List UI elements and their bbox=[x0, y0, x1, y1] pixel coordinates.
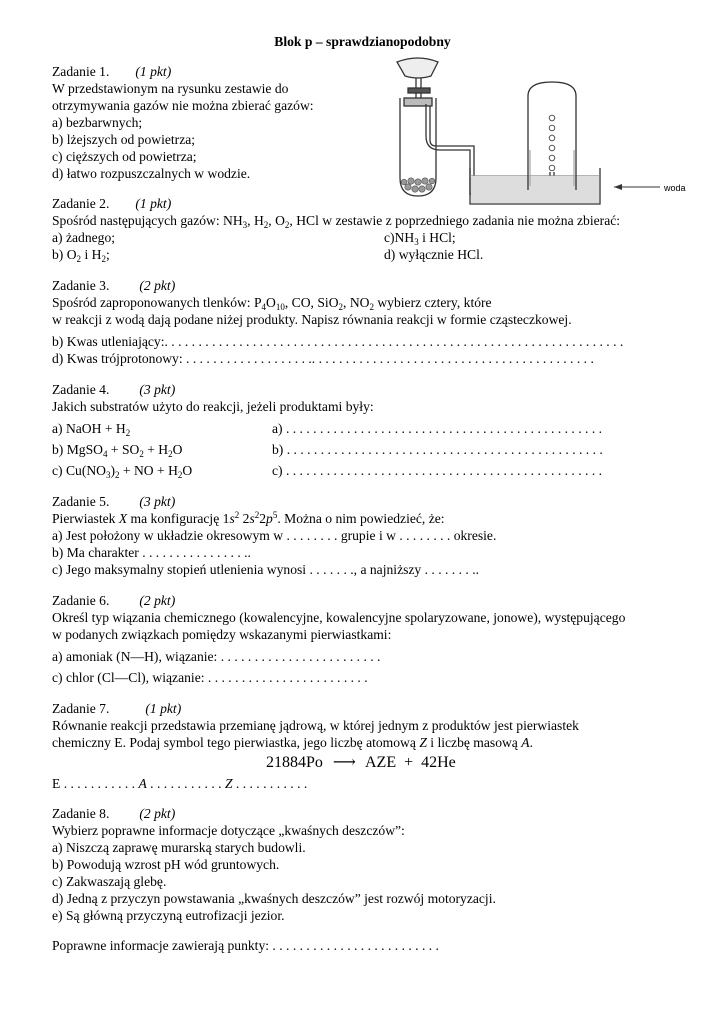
task-3-text: Spośród zaproponowanych tlenków: $P_4O_{10}$, CO, SiO$_2$, $NO_2$ wybierz cztery, które bbox=[52, 295, 492, 312]
task-3-text: w reakcji z wodą dają podane niżej produkty. Napisz równania reakcji w formie cząsteczkowej. bbox=[52, 312, 572, 327]
task-8-option-a: a) Niszczą zaprawę murarską starych budowli. bbox=[52, 840, 306, 855]
task-1-option-a: a) bezbarwnych; bbox=[52, 115, 143, 130]
task-7-heading: Zadanie 7. (1 pkt) bbox=[52, 701, 182, 716]
task-1-text: W przedstawionym na rysunku zestawie do bbox=[52, 81, 289, 96]
task-5-item-c[interactable]: c) Jego maksymalny stopień utlenienia wynosi . . . . . . ., a najniższy . . . . . . . .. bbox=[52, 562, 479, 577]
task-5-item-b[interactable]: b) Ma charakter . . . . . . . . . . . . . . . .. bbox=[52, 545, 251, 560]
task-6-text: w podanych związkach pomiędzy wskazanymi pierwiastkami: bbox=[52, 627, 392, 642]
task-3-answer-b[interactable]: b) Kwas utleniający:. . . . . . . . . . . . . . . . . . . . . . . . . . . . . . . . . . . . . . . . . . . . . . . . . . . . . . . . . . . . . . . . . . . . bbox=[52, 334, 624, 349]
task-2-heading: Zadanie 2. (1 pkt) bbox=[52, 196, 172, 211]
task-2-option-a: a) żadnego; bbox=[52, 230, 116, 245]
task-5-text: Pierwiastek X ma konfigurację $1s^2$ $2s^22p^5$. Można o nim powiedzieć, że: bbox=[52, 510, 445, 526]
task-3-answer-d[interactable]: d) Kwas trójprotonowy: . . . . . . . . . . . . . . . . . . .. . . . . . . . . . . . . . . . . . . . . . . . . . . . . . . . . . . . . . . . . . bbox=[52, 351, 594, 366]
task-8-heading: Zadanie 8. (2 pkt) bbox=[52, 806, 176, 821]
task-6-heading: Zadanie 6. (2 pkt) bbox=[52, 593, 176, 608]
water-label: woda bbox=[664, 183, 686, 193]
task-1-option-b: b) lżejszych od powietrza; bbox=[52, 132, 196, 147]
task-7-text: chemiczny E. Podaj symbol tego pierwiastka, jego liczbę atomową Z i liczbę masową A. bbox=[52, 735, 533, 750]
task-1-heading: Zadanie 1. (1 pkt) bbox=[52, 64, 172, 79]
task-2-option-d: d) wyłącznie HCl. bbox=[384, 247, 484, 262]
task-7-answer[interactable]: E . . . . . . . . . . . A . . . . . . . . . . . Z . . . . . . . . . . . bbox=[52, 776, 308, 791]
task-5-item-a[interactable]: a) Jest położony w układzie okresowym w . . . . . . . . grupie i w . . . . . . . . okresie. bbox=[52, 528, 497, 543]
task-6-text: Określ typ wiązania chemicznego (kowalencyjne, kowalencyjne spolaryzowane, jonowe), występującego bbox=[52, 610, 626, 625]
task-8-option-e: e) Są główną przyczyną eutrofizacji jezior. bbox=[52, 908, 285, 923]
task-4-answer-b[interactable]: b) . . . . . . . . . . . . . . . . . . . . . . . . . . . . . . . . . . . . . . . . . . . . . . . bbox=[272, 442, 603, 457]
task-8-option-d: d) Jedną z przyczyn powstawania „kwaśnych deszczów” jest rozwój motoryzacji. bbox=[52, 891, 496, 906]
task-7-text: Równanie reakcji przedstawia przemianę jądrową, w której jednym z produktów jest pierwiastek bbox=[52, 718, 579, 733]
task-1-option-c: c) cięższych od powietrza; bbox=[52, 149, 197, 164]
task-2-option-b: b) $O_2$ i $H_2$; bbox=[52, 247, 110, 264]
task-3-heading: Zadanie 3. (2 pkt) bbox=[52, 278, 176, 293]
task-8-question: Wybierz poprawne informacje dotyczące „kwaśnych deszczów”: bbox=[52, 823, 405, 838]
task-4-product-c: c) $Cu(NO_3)_2$ + NO + $H_2O$ bbox=[52, 463, 193, 480]
task-1-text: otrzymywania gazów nie można zbierać gazów: bbox=[52, 98, 314, 113]
task-4-question: Jakich substratów użyto do reakcji, jeżeli produktami były: bbox=[52, 399, 374, 414]
task-6-answer-c[interactable]: c) chlor (Cl—Cl), wiązanie: . . . . . . . . . . . . . . . . . . . . . . . . bbox=[52, 670, 368, 685]
task-5-heading: Zadanie 5. (3 pkt) bbox=[52, 494, 176, 509]
task-6-answer-a[interactable]: a) amoniak (N—H), wiązanie: . . . . . . . . . . . . . . . . . . . . . . . . bbox=[52, 649, 381, 664]
task-4-product-a: a) NaOH + $H_2$ bbox=[52, 421, 131, 438]
task-4-answer-c[interactable]: c) . . . . . . . . . . . . . . . . . . . . . . . . . . . . . . . . . . . . . . . . . . . . . . . bbox=[272, 463, 603, 478]
task-8-option-c: c) Zakwaszają glebę. bbox=[52, 874, 167, 889]
task-2-question: Spośród następujących gazów: $NH_3$, $H_2$, $O_2$, HCl w zestawie z poprzedniego zadania nie można zbierać: bbox=[52, 213, 621, 230]
task-4-heading: Zadanie 4. (3 pkt) bbox=[52, 382, 176, 397]
page-title: Blok p – sprawdzianopodobny bbox=[274, 34, 451, 49]
task-8-option-b: b) Powodują wzrost pH wód gruntowych. bbox=[52, 857, 280, 872]
task-4-answer-a[interactable]: a) . . . . . . . . . . . . . . . . . . . . . . . . . . . . . . . . . . . . . . . . . . . . . . . bbox=[272, 421, 603, 436]
nuclear-equation: 21884Po ⟶ AZE + 42He bbox=[266, 754, 456, 771]
task-8-answer[interactable]: Poprawne informacje zawierają punkty: . . . . . . . . . . . . . . . . . . . . . . . . . bbox=[52, 938, 439, 953]
task-4-product-b: b) MgSO$_4$ + $SO_2 + H_2O$ bbox=[52, 442, 183, 459]
task-2-option-c: $c)NH_3$ i HCl; bbox=[384, 230, 456, 247]
task-1-option-d: d) łatwo rozpuszczalnych w wodzie. bbox=[52, 166, 251, 181]
